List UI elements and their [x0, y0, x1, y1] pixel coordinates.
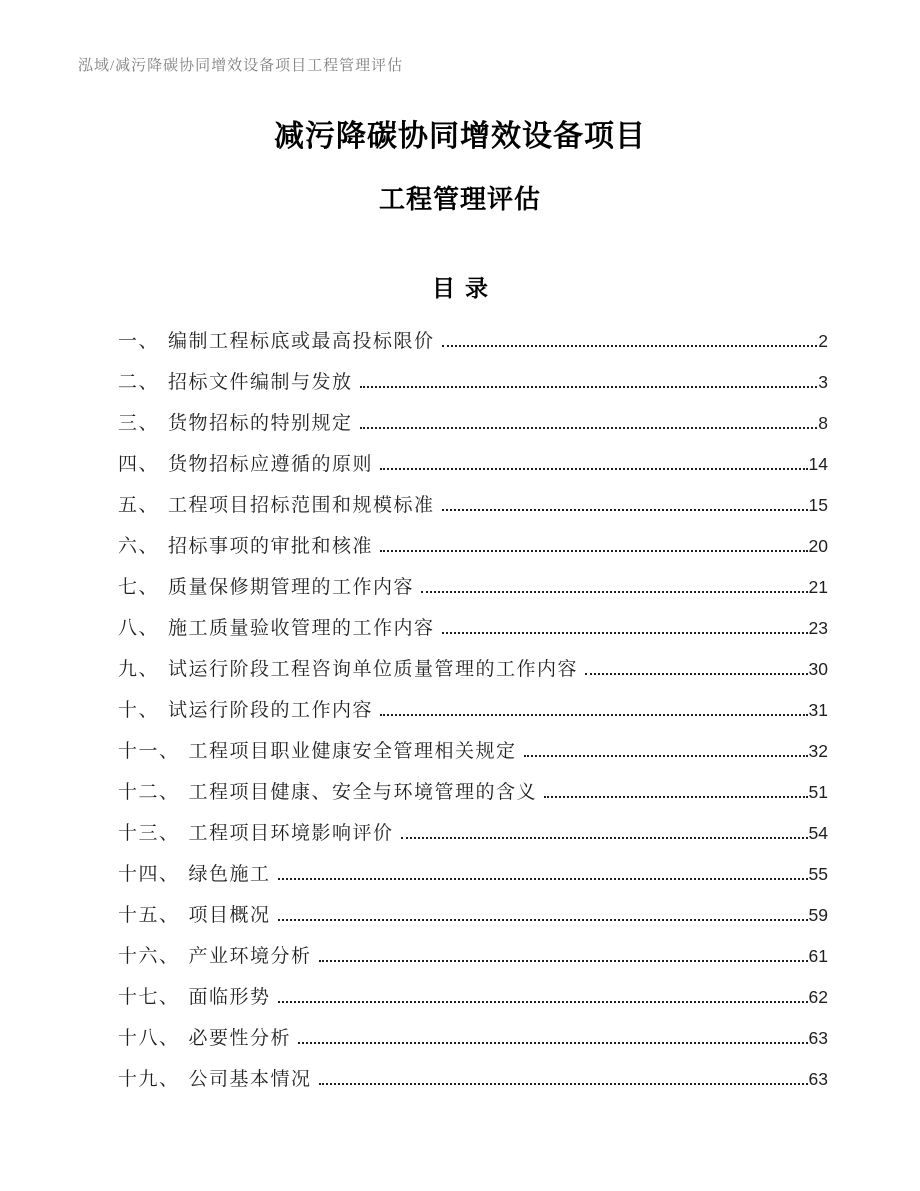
- toc-entry-number: 十四、: [118, 864, 180, 885]
- toc-entry[interactable]: [118, 526, 828, 567]
- toc-leader-dots: [278, 1001, 808, 1003]
- toc-leader-dots: [585, 673, 808, 675]
- toc-entry-number: 一、: [118, 331, 160, 352]
- toc-entry-page: 15: [808, 495, 828, 515]
- toc-entry-number: 四、: [118, 454, 160, 475]
- toc-entry[interactable]: [118, 731, 828, 772]
- toc-leader-dots: [360, 386, 818, 388]
- toc-leader-dots: [421, 591, 808, 593]
- toc-entry-title: 工程项目招标范围和规模标准: [168, 495, 435, 516]
- toc-entry-page: 51: [808, 782, 828, 802]
- toc-entry[interactable]: [118, 608, 828, 649]
- toc-leader-dots: [319, 1083, 808, 1085]
- toc-entry[interactable]: [118, 690, 828, 731]
- toc-leader-dots: [442, 632, 808, 634]
- toc-entry-number: 七、: [118, 577, 160, 598]
- toc-entry-number: 十九、: [118, 1069, 180, 1090]
- toc-entry-title: 货物招标的特别规定: [168, 413, 353, 434]
- toc-entry-title: 面临形势: [188, 987, 271, 1008]
- toc-entry-title: 试运行阶段的工作内容: [168, 700, 374, 721]
- toc-entry-number: 二、: [118, 372, 160, 393]
- toc-heading: 目录: [432, 276, 498, 301]
- toc-entry[interactable]: [118, 567, 828, 608]
- document-title-line2: 工程管理评估: [378, 184, 541, 214]
- toc-leader-dots: [278, 919, 808, 921]
- toc-entry-title: 工程项目职业健康安全管理相关规定: [188, 741, 517, 762]
- toc-entry-title: 试运行阶段工程咨询单位质量管理的工作内容: [168, 659, 579, 680]
- toc-entry-number: 六、: [118, 536, 160, 557]
- toc-entry-number: 十、: [118, 700, 160, 721]
- toc-entry-page: 31: [808, 700, 828, 720]
- toc-entry-page: 3: [818, 372, 828, 392]
- toc-leader-dots: [380, 714, 808, 716]
- toc-entry[interactable]: [118, 854, 828, 895]
- toc-entry-number: 十七、: [118, 987, 180, 1008]
- toc-entry-title: 编制工程标底或最高投标限价: [168, 331, 435, 352]
- toc-entry-page: 55: [808, 864, 828, 884]
- toc-entry-title: 货物招标应遵循的原则: [168, 454, 374, 475]
- toc-leader-dots: [278, 878, 808, 880]
- toc-leader-dots: [380, 550, 808, 552]
- toc-entry-number: 十八、: [118, 1028, 180, 1049]
- toc-entry-page: 63: [808, 1069, 828, 1089]
- toc-leader-dots: [544, 796, 808, 798]
- toc-entry[interactable]: [118, 813, 828, 854]
- toc-entry-number: 十三、: [118, 823, 180, 844]
- toc-entry[interactable]: [118, 403, 828, 444]
- toc-entry-title: 工程项目健康、安全与环境管理的含义: [188, 782, 538, 803]
- toc-entry-title: 公司基本情况: [188, 1069, 312, 1090]
- toc-leader-dots: [442, 509, 808, 511]
- toc-entry-page: 32: [808, 741, 828, 761]
- toc-entry[interactable]: [118, 895, 828, 936]
- toc-entry-title: 绿色施工: [188, 864, 271, 885]
- toc-leader-dots: [298, 1042, 808, 1044]
- toc-entry-number: 十二、: [118, 782, 180, 803]
- toc-entry-number: 十六、: [118, 946, 180, 967]
- toc-entry-page: 54: [808, 823, 828, 843]
- toc-entry-title: 招标事项的审批和核准: [168, 536, 374, 557]
- toc-entry-number: 九、: [118, 659, 160, 680]
- toc-entry-title: 工程项目环境影响评价: [188, 823, 394, 844]
- toc-entry[interactable]: [118, 1059, 828, 1100]
- toc-entry-page: 21: [808, 577, 828, 597]
- toc-leader-dots: [442, 345, 818, 347]
- toc-entry[interactable]: [118, 444, 828, 485]
- toc-entry-title: 项目概况: [188, 905, 271, 926]
- toc-entry-title: 施工质量验收管理的工作内容: [168, 618, 435, 639]
- toc-entry-title: 招标文件编制与发放: [168, 372, 353, 393]
- toc-entry-number: 八、: [118, 618, 160, 639]
- toc-entry-page: 14: [808, 454, 828, 474]
- toc-leader-dots: [319, 960, 808, 962]
- toc-entry-title: 产业环境分析: [188, 946, 312, 967]
- toc-leader-dots: [524, 755, 808, 757]
- toc-entry[interactable]: [118, 485, 828, 526]
- toc-entry[interactable]: [118, 772, 828, 813]
- document-title-line1: 减污降碳协同增效设备项目: [274, 120, 646, 153]
- toc-entry-page: 62: [808, 987, 828, 1007]
- toc-leader-dots: [401, 837, 808, 839]
- toc-entry-page: 23: [808, 618, 828, 638]
- toc-entry-page: 30: [808, 659, 828, 679]
- toc-entry[interactable]: [118, 649, 828, 690]
- toc-entry-number: 三、: [118, 413, 160, 434]
- document-header: 泓域/减污降碳协同增效设备项目工程管理评估: [78, 58, 404, 74]
- toc-entry-page: 59: [808, 905, 828, 925]
- toc-entry-title: 质量保修期管理的工作内容: [168, 577, 415, 598]
- toc-entry-page: 20: [808, 536, 828, 556]
- toc-entry-title: 必要性分析: [188, 1028, 292, 1049]
- toc-entry[interactable]: [118, 362, 828, 403]
- toc-leader-dots: [380, 468, 808, 470]
- toc-entry[interactable]: [118, 1018, 828, 1059]
- toc-entry-page: 61: [808, 946, 828, 966]
- toc-entry[interactable]: [118, 936, 828, 977]
- toc-list: [118, 321, 828, 1100]
- toc-entry[interactable]: [118, 321, 828, 362]
- toc-entry-number: 十一、: [118, 741, 180, 762]
- toc-entry-number: 五、: [118, 495, 160, 516]
- toc-entry[interactable]: [118, 977, 828, 1018]
- toc-leader-dots: [360, 427, 818, 429]
- toc-entry-page: 8: [818, 413, 828, 433]
- toc-entry-page: 2: [818, 331, 828, 351]
- toc-entry-page: 63: [808, 1028, 828, 1048]
- toc-entry-number: 十五、: [118, 905, 180, 926]
